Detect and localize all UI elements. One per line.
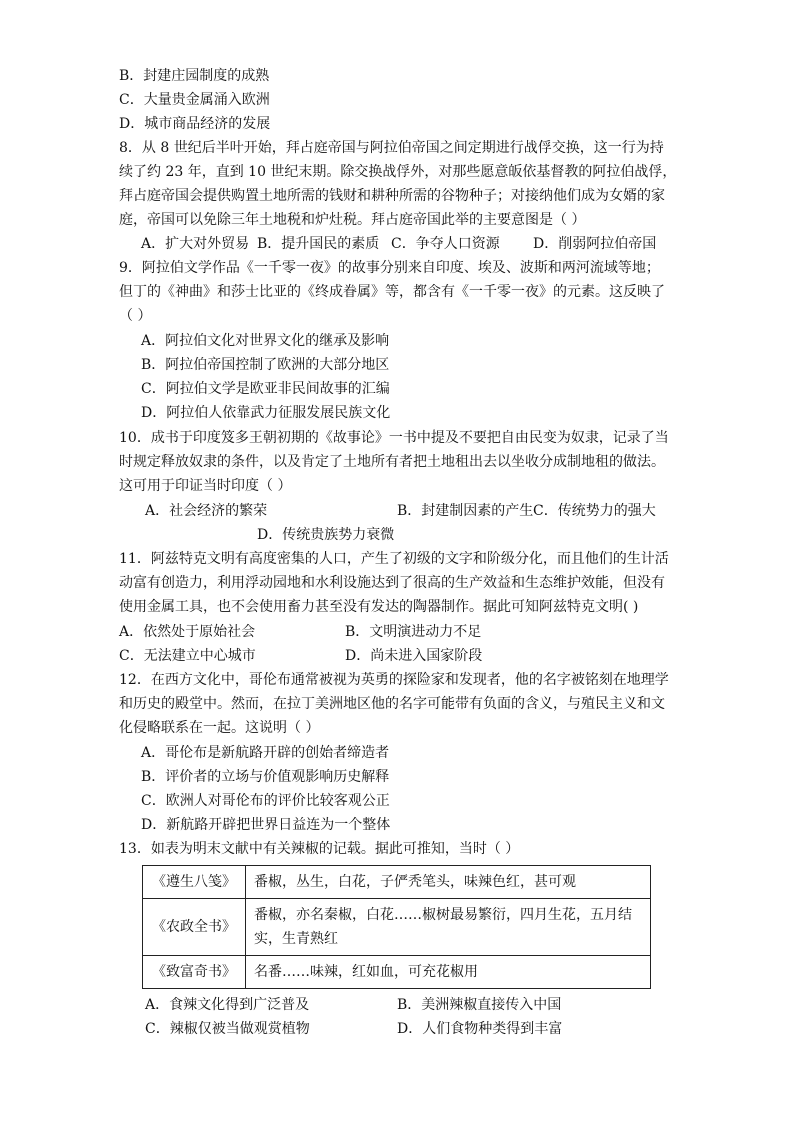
q8-stem-line: 拜占庭帝国会提供购置土地所需的钱财和耕种所需的谷物种子；对接纳他们成为女婿的家 bbox=[119, 188, 665, 204]
q10-option-c: C．传统势力的强大 bbox=[533, 503, 656, 519]
table-cell-source: 《致富奇书》 bbox=[143, 956, 246, 989]
q7-option-b: B．封建庄园制度的成熟 bbox=[119, 68, 270, 84]
q10-option-a: A．社会经济的繁荣 bbox=[145, 503, 268, 519]
q12-stem-line: 和历史的殿堂中。然而，在拉丁美洲地区他的名字可能带有负面的含义，与殖民主义和文 bbox=[119, 696, 665, 712]
q11-options-row1 bbox=[119, 622, 679, 642]
q13-stem: 13．如表为明末文献中有关辣椒的记载。据此可推知，当时（ ） bbox=[119, 841, 520, 857]
q10-stem-line: 时规定释放奴隶的条件，以及肯定了土地所有者把土地租出去以坐收分成制地租的做法。 bbox=[119, 454, 665, 470]
q11-option-b: B．文明演进动力不足 bbox=[345, 624, 482, 640]
q8-options bbox=[119, 234, 679, 254]
q8-option-a: A．扩大对外贸易 bbox=[141, 236, 250, 252]
q12-option-a: A．哥伦布是新航路开辟的创始者缔造者 bbox=[141, 745, 390, 761]
q11-option-a: A．依然处于原始社会 bbox=[119, 624, 256, 640]
q13-option-c: C．辣椒仅被当做观赏植物 bbox=[145, 1021, 310, 1037]
q10-option-d: D．传统贵族势力衰微 bbox=[257, 527, 395, 543]
q12-stem-line: 化侵略联系在一起。这说明（ ） bbox=[119, 720, 320, 736]
table-row bbox=[143, 866, 651, 899]
q13-option-d: D．人们食物种类得到丰富 bbox=[397, 1021, 563, 1037]
q9-option-b: B．阿拉伯帝国控制了欧洲的大部分地区 bbox=[141, 357, 390, 373]
q10-stem-line: 10．成书于印度笈多王朝初期的《故事论》一书中提及不要把自由民变为奴隶，记录了当 bbox=[119, 430, 669, 446]
q13-option-b: B．美洲辣椒直接传入中国 bbox=[397, 997, 562, 1013]
q8-option-d: D．削弱阿拉伯帝国 bbox=[533, 236, 657, 252]
q9-option-d: D．阿拉伯人依靠武力征服发展民族文化 bbox=[141, 405, 391, 421]
q13-reference-table bbox=[142, 865, 651, 989]
q10-options-row1 bbox=[119, 501, 679, 521]
q9-stem-line: 9．阿拉伯文学作品《一千零一夜》的故事分别来自印度、埃及、波斯和两河流域等地； bbox=[119, 260, 660, 276]
table-cell-source: 《农政全书》 bbox=[143, 899, 246, 956]
q12-option-c: C．欧洲人对哥伦布的评价比较客观公正 bbox=[141, 793, 390, 809]
table-row bbox=[143, 899, 651, 956]
q13-option-a: A．食辣文化得到广泛普及 bbox=[145, 997, 310, 1013]
q10-stem-line: 这可用于印证当时印度（ ） bbox=[119, 478, 292, 494]
q13-options-row1 bbox=[119, 995, 679, 1015]
table-cell-text: 番椒，亦名秦椒，白花……椒树最易繁衍，四月生花，五月结实，生青熟红 bbox=[246, 899, 651, 956]
q9-stem-line: 但丁的《神曲》和莎士比亚的《终成眷属》等，都含有《一千零一夜》的元素。这反映了 bbox=[119, 284, 665, 300]
q12-option-d: D．新航路开辟把世界日益连为一个整体 bbox=[141, 817, 391, 833]
table-cell-text: 番椒，丛生，白花，子俨秃笔头，味辣色红，甚可观 bbox=[246, 866, 651, 899]
q7-option-d: D．城市商品经济的发展 bbox=[119, 116, 271, 132]
q11-option-d: D．尚未进入国家阶段 bbox=[345, 648, 483, 664]
q8-stem-line: 庭，帝国可以免除三年土地税和炉灶税。拜占庭帝国此举的主要意图是（ ） bbox=[119, 212, 586, 228]
q11-option-c: C．无法建立中心城市 bbox=[119, 648, 256, 664]
q11-options-row2 bbox=[119, 646, 679, 666]
q11-stem-line: 使用金属工具，也不会使用畜力甚至没有发达的陶器制作。据此可知阿兹特克文明( ) bbox=[119, 599, 639, 615]
q10-option-b: B．封建制因素的产生 bbox=[397, 503, 534, 519]
q9-option-c: C．阿拉伯文学是欧亚非民间故事的汇编 bbox=[141, 381, 390, 397]
q8-stem-line: 续了约 23 年，直到 10 世纪末期。除交换战俘外，对那些愿意皈依基督教的阿拉伯战俘， bbox=[119, 164, 677, 180]
q11-stem-line: 11．阿兹特克文明有高度密集的人口，产生了初级的文字和阶级分化，而且他们的生计活 bbox=[119, 551, 669, 567]
q9-option-a: A．阿拉伯文化对世界文化的继承及影响 bbox=[141, 333, 390, 349]
q11-stem-line: 动富有创造力，利用浮动园地和水利设施达到了很高的生产效益和生态维护效能，但没有 bbox=[119, 575, 665, 591]
q12-stem-line: 12．在西方文化中，哥伦布通常被视为英勇的探险家和发现者，他的名字被铭刻在地理学 bbox=[119, 672, 669, 688]
q8-option-b: B．提升国民的素质 bbox=[257, 236, 380, 252]
q9-stem-line: （ ） bbox=[119, 308, 152, 324]
q8-stem-line: 8．从 8 世纪后半叶开始，拜占庭帝国与阿拉伯帝国之间定期进行战俘交换，这一行为持 bbox=[119, 140, 664, 156]
q8-option-c: C．争夺人口资源 bbox=[391, 236, 500, 252]
q12-option-b: B．评价者的立场与价值观影响历史解释 bbox=[141, 769, 390, 785]
table-cell-source: 《遵生八笺》 bbox=[143, 866, 246, 899]
table-row bbox=[143, 956, 651, 989]
table-cell-text: 名番……味辣，红如血，可充花椒用 bbox=[246, 956, 651, 989]
q7-option-c: C．大量贵金属涌入欧洲 bbox=[119, 92, 270, 108]
q13-options-row2 bbox=[119, 1019, 679, 1039]
